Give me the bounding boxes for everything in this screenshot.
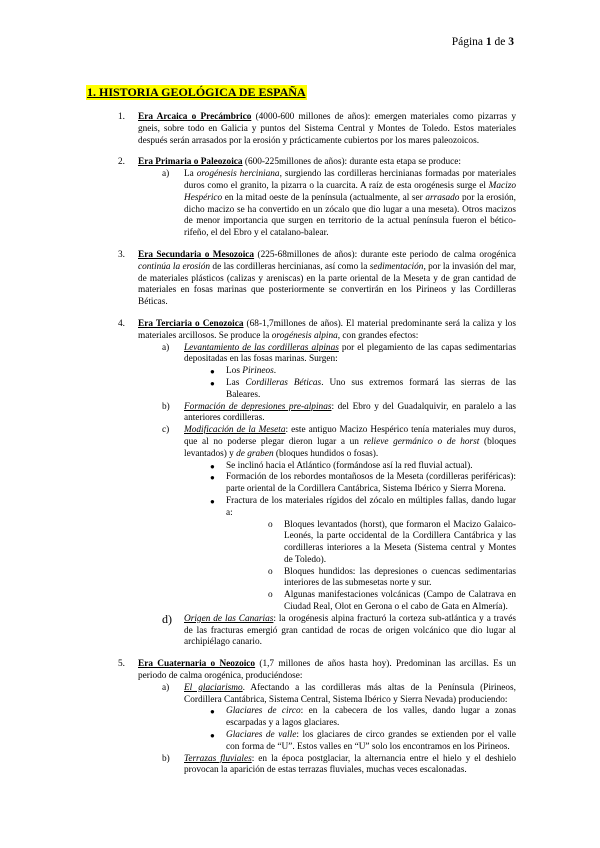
- page-number: Página 1 de 3: [451, 36, 514, 48]
- circle-bullet-icon: o: [268, 566, 273, 577]
- bullet-icon: ●: [210, 461, 215, 471]
- sub-item-modificacion-meseta: c) Modificación de la Meseta: este antiguo Macizo Hespérico tenía materiales muy duros, que al no poderse plegar dieron lugar a un relieve germánico o de horst (bloques levantados) y de graben (bloques hundidos o fosas). ● Se inclinó hacia el Atlántico (formándose así la red fluvial actual). ● Formación de los rebordes montañosos de la Meseta (cordilleras periféricas): parte oriental de la Cordillera Cantábrica, Sistema Ibérico y Sierra Morena. ● Fractura de los materiales rígidos del zócalo en múltiples fallas, dando lugar a: o Bloques levantados (horst), que formaron el Macizo Galaico-Leonés, la parte occidental de la Cordillera Cantábrica y las cordilleras interiores a la Meseta (Sistema central y Montes de Toledo). o Bloques hundidos: las depresiones o cuencas sedimentarias interiores de las submesetas norte y sur. o Algunas manifestaciones volcánicas (Campo de Calatrava en Ciudad Real, Olot en Gerona o el cabo de Gata en Almería).: [162, 425, 517, 613]
- bullet-icon: ●: [210, 367, 215, 377]
- bullet-pirineos: ● Los Pirineos.: [210, 366, 277, 377]
- sub-bullet-horst: o Bloques levantados (horst), que formaron el Macizo Galaico-Leonés, la parte occidental de la Cordillera Cantábrica y las cordilleras interiores a la Meseta (Sistema central y Montes de Toledo).: [268, 519, 516, 565]
- list-item-era-arcaica: 1. Era Arcaica o Precámbrico (4000-600 millones de años): emergen materiales como pizarras y gneis, sobre todo en Galicia y puntos del Sistema Central y Montes de Toledo. Estos materiales después serán arrasados por la erosión y prácticamente cubiertos por los mares paleozoicos.: [118, 112, 516, 146]
- sub-item-orogenesis-herciniana: a) La orogénesis herciniana, surgiendo las cordilleras hercinianas formadas por materiales duros como el granito, la pizarra o la cuarcita. A raíz de esta orogénesis surge el Macizo Hespérico en la mitad oeste de la península (actualmente, al ser arrasado por la erosión, dicho macizo se ha convertido en un zócalo que dio lugar a una meseta). Otros macizos de menor importancia que surgen en territorio de la actual península fueron el bético-rifeño, el del Ebro y el catalano-balear.: [162, 169, 516, 239]
- document-body: [86, 112, 516, 787]
- sub-bullet-volcanicas: o Algunas manifestaciones volcánicas (Campo de Calatrava en Ciudad Real, Olot en Gerona o el cabo de Gata en Almería).: [268, 590, 516, 613]
- list-item-era-cuaternaria: 5. Era Cuaternaria o Neozoico (1,7 millones de años hasta hoy). Predominan las arcillas. Es un periodo de calma orogénica, produciéndose: a) El glaciarismo. Afectando a las cordilleras más altas de la Península (Pirineos, Cordillera Cantábrica, Sistema Central, Sistema Ibérico y Sierra Nevada) produciendo: ● Glaciares de circo: en la cabecera de los valles, dando lugar a zonas escarpadas y a lagos glaciares. ● Glaciares de valle: los glaciares de circo grandes se extienden por el valle con forma de “U”. Estos valles en “U” solo los encontramos en los Pirineos. b) Terrazas fluviales: en la época postglaciar, la alternancia entre el hielo y el deshielo provocan la aparición de estas terrazas fluviales, muchas veces escalonadas.: [118, 659, 517, 776]
- bullet-cordilleras-beticas: ● Las Cordilleras Béticas. Uno sus extremos formará las sierras de las Baleares.: [210, 377, 517, 400]
- bullet-icon: ●: [210, 731, 215, 741]
- sub-item-levantamiento: a) Levantamiento de las cordilleras alpinas por el plegamiento de las capas sedimentarias depositadas en las fosas marinas. Surgen: ● Los Pirineos. ● Las Cordilleras Béticas. Uno sus extremos formará las sierras de las Baleares.: [162, 342, 517, 400]
- sub-bullet-hundidos: o Bloques hundidos: las depresiones o cuencas sedimentarias interiores de las submesetas norte y sur.: [268, 566, 516, 589]
- bullet-icon: ●: [210, 707, 215, 717]
- sub-item-depresiones: b) Formación de depresiones pre-alpinas: del Ebro y del Guadalquivir, en paralelo a las anteriores cordilleras.: [162, 401, 517, 424]
- bullet-rebordes: ● Formación de los rebordes montañosos de la Meseta (cordilleras periféricas): parte oriental de la Cordillera Cantábrica, Sistema Ibérico y Sierra Morena.: [210, 472, 516, 495]
- list-item-era-secundaria: 3. Era Secundaria o Mesozoica (225-68millones de años): durante este periodo de calma orogénica continúa la erosión de las cordilleras hercinianas, así como la sedimentación, por la invasión del mar, de materiales plásticos (calizas y areniscas) en la parte oriental de la Meseta y de gran cantidad de materiales en fosas marinas que posteriormente se convertirán en los Pirineos y las Cordilleras Béticas.: [118, 249, 516, 308]
- sub-item-canarias: d) Origen de las Canarias: la orogénesis alpina fracturó la corteza sub-atlántica y a través de las fracturas emergió gran cantidad de rocas de origen volcánico que dio lugar al archipiélago canario.: [162, 611, 516, 648]
- bullet-icon: ●: [210, 496, 215, 506]
- page-title: 1. HISTORIA GEOLÓGICA DE ESPAÑA: [87, 85, 306, 99]
- bullet-icon: ●: [210, 473, 215, 483]
- list-item-era-primaria: 2. Era Primaria o Paleozoica (600-225millones de años): durante esta etapa se produce: a) La orogénesis herciniana, surgiendo las cordilleras hercinianas formadas por materiales duros como el granito, la pizarra o la cuarcita. A raíz de esta orogénesis surge el Macizo Hespérico en la mitad oeste de la península (actualmente, al ser arrasado por la erosión, dicho macizo se ha convertido en un zócalo que dio lugar a una meseta). Otros macizos de menor importancia que surgen en territorio de la actual península fueron el bético-rifeño, el del Ebro y el catalano-balear.: [118, 157, 516, 239]
- bullet-fractura: ● Fractura de los materiales rígidos del zócalo en múltiples fallas, dando lugar a: o Bloques levantados (horst), que formaron el Macizo Galaico-Leonés, la parte occidental de la Cordillera Cantábrica y las cordilleras interiores a la Meseta (Sistema central y Montes de Toledo). o Bloques hundidos: las depresiones o cuencas sedimentarias interiores de las submesetas norte y sur. o Algunas manifestaciones volcánicas (Campo de Calatrava en Ciudad Real, Olot en Gerona o el cabo de Gata en Almería).: [210, 495, 516, 613]
- bullet-glaciares-valle: ● Glaciares de valle: los glaciares de circo grandes se extienden por el valle con forma de “U”. Estos valles en “U” solo los encontramos en los Pirineos.: [210, 730, 517, 752]
- sub-item-terrazas: b) Terrazas fluviales: en la época postglaciar, la alternancia entre el hielo y el deshielo provocan la aparición de estas terrazas fluviales, muchas veces escalonadas.: [162, 753, 516, 776]
- bullet-glaciares-circo: ● Glaciares de circo: en la cabecera de los valles, dando lugar a zonas escarpadas y a lagos glaciares.: [210, 706, 516, 729]
- circle-bullet-icon: o: [268, 519, 273, 530]
- bullet-icon: ●: [210, 378, 215, 388]
- circle-bullet-icon: o: [268, 590, 273, 601]
- list-item-era-terciaria: 4. Era Terciaria o Cenozoica (68-1,7millones de años). El material predominante será la caliza y los materiales arcillosos. Se produce la orogénesis alpina, con grandes efectos: a) Levantamiento de las cordilleras alpinas por el plegamiento de las capas sedimentarias depositadas en las fosas marinas. Surgen: ● Los Pirineos. ● Las Cordilleras Béticas. Uno sus extremos formará las sierras de las Baleares. b) Formación de depresiones pre-alpinas: del Ebro y del Guadalquivir, en paralelo a las anteriores cordilleras. c) Modificación de la Meseta: este antiguo Macizo Hespérico tenía materiales muy duros, que al no poderse plegar dieron lugar a un relieve germánico o de horst (bloques levantados) y de graben (bloques hundidos o fosas). ● Se inclinó hacia el Atlántico (formándose así la red fluvial actual). ● Formación de los rebordes montañosos de la Meseta (cordilleras periféricas): parte oriental de la Cordillera Cantábrica, Sistema Ibérico y Sierra Morena. ● Fractura de los materiales rígidos del zócalo en múltiples fallas, dando lugar a: o Bloques levantados (horst), que formaron el Macizo Galaico-Leonés, la parte occidental de la Cordillera Cantábrica y las cordilleras interiores a la Meseta (Sistema central y Montes de Toledo). o Bloques hundidos: las depresiones o cuencas sedimentarias interiores de las submesetas norte y sur. o Algunas manifestaciones volcánicas (Campo de Calatrava en Ciudad Real, Olot en Gerona o el cabo de Gata en Almería). d) Origen de las Canarias: la orogénesis alpina fracturó la corteza sub-atlántica y a través de las fracturas emergió gran cantidad de rocas de origen volcánico que dio lugar al archipiélago canario.: [118, 318, 517, 648]
- sub-item-glaciarismo: a) El glaciarismo. Afectando a las cordilleras más altas de la Península (Pirineos, Cordillera Cantábrica, Sistema Central, Sistema Ibérico y Sierra Nevada) produciendo: ● Glaciares de circo: en la cabecera de los valles, dando lugar a zonas escarpadas y a lagos glaciares. ● Glaciares de valle: los glaciares de circo grandes se extienden por el valle con forma de “U”. Estos valles en “U” solo los encontramos en los Pirineos.: [162, 682, 517, 752]
- bullet-inclinacion: ● Se inclinó hacia el Atlántico (formándose así la red fluvial actual).: [210, 460, 473, 471]
